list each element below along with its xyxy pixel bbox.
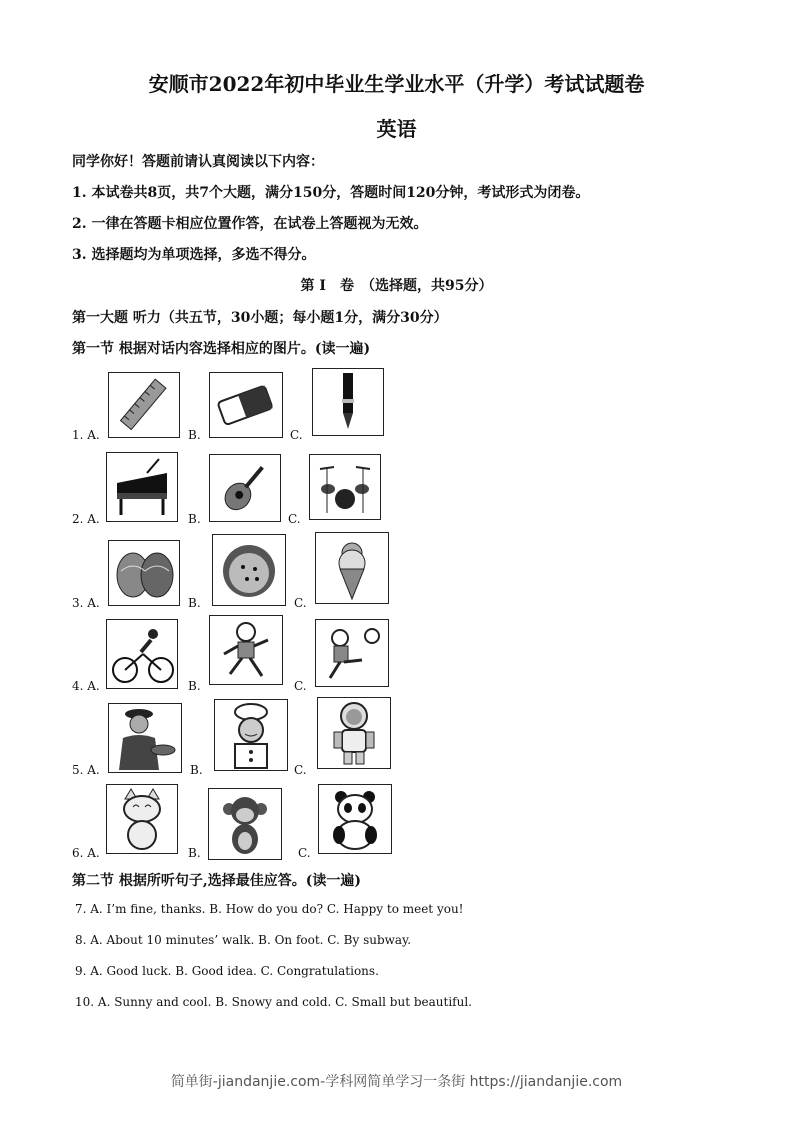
sentence-question-8: 8. A. About 10 minutes’ walk. B. On foot. C. By subway. bbox=[75, 933, 412, 947]
mooncakes-icon[interactable] bbox=[108, 540, 180, 606]
question-number: 4. A. bbox=[72, 679, 100, 693]
ruler-icon[interactable] bbox=[108, 372, 180, 438]
option-b-label: B. bbox=[188, 846, 201, 860]
question-number: 1. A. bbox=[72, 428, 100, 442]
subsection-1-title: 第一节 根据对话内容选择相应的图片。(读一遍) bbox=[72, 341, 371, 357]
instruction-1: 1. 本试卷共8页，共7个大题，满分150分，答题时间120分钟，考试形式为闭卷。 bbox=[72, 185, 590, 201]
option-b-label: B. bbox=[188, 596, 201, 610]
question-number: 5. A. bbox=[72, 763, 100, 777]
cat-icon[interactable] bbox=[106, 784, 178, 854]
option-b-label: B. bbox=[188, 512, 201, 526]
subsection-2-title: 第二节 根据所听句子,选择最佳应答。(读一遍) bbox=[72, 873, 361, 889]
question-number: 2. A. bbox=[72, 512, 100, 526]
option-c-label: C. bbox=[294, 596, 307, 610]
watermelon-icon[interactable] bbox=[212, 534, 286, 606]
instruction-3: 3. 选择题均为单项选择，多选不得分。 bbox=[72, 247, 316, 263]
drums-icon[interactable] bbox=[309, 454, 381, 520]
part-heading: 第 I 卷 （选择题，共95分） bbox=[300, 278, 493, 294]
option-c-label: C. bbox=[288, 512, 301, 526]
ice-cream-icon[interactable] bbox=[315, 532, 389, 604]
option-c-label: C. bbox=[294, 763, 307, 777]
pen-icon[interactable] bbox=[312, 368, 384, 436]
piano-icon[interactable] bbox=[106, 452, 178, 522]
question-number: 3. A. bbox=[72, 596, 100, 610]
option-b-label: B. bbox=[190, 763, 203, 777]
picture-question-3 bbox=[72, 530, 472, 610]
instruction-2: 2. 一律在答题卡相应位置作答，在试卷上答题视为无效。 bbox=[72, 216, 428, 232]
sentence-question-7: 7. A. I’m fine, thanks. B. How do you do? C. Happy to meet you! bbox=[75, 902, 464, 916]
waiter-icon[interactable] bbox=[108, 703, 182, 773]
option-c-label: C. bbox=[298, 846, 311, 860]
exam-title: 安顺市2022年初中毕业生学业水平（升学）考试试题卷 bbox=[148, 72, 645, 96]
cyclist-icon[interactable] bbox=[106, 619, 178, 689]
exam-subject: 英语 bbox=[376, 117, 417, 141]
chef-icon[interactable] bbox=[214, 699, 288, 771]
monkey-icon[interactable] bbox=[208, 788, 282, 860]
picture-question-1 bbox=[72, 362, 472, 442]
panda-icon[interactable] bbox=[318, 784, 392, 854]
option-b-label: B. bbox=[188, 679, 201, 693]
greeting-line: 同学你好！答题前请认真阅读以下内容： bbox=[72, 154, 324, 170]
eraser-icon[interactable] bbox=[209, 372, 283, 438]
picture-question-2 bbox=[72, 446, 472, 526]
option-c-label: C. bbox=[294, 679, 307, 693]
option-c-label: C. bbox=[290, 428, 303, 442]
section-title: 第一大题 听力（共五节，30小题；每小题1分，满分30分） bbox=[72, 310, 448, 326]
picture-question-5 bbox=[72, 697, 472, 777]
sentence-question-9: 9. A. Good luck. B. Good idea. C. Congratulations. bbox=[75, 964, 379, 978]
runner-icon[interactable] bbox=[209, 615, 283, 685]
picture-question-6 bbox=[72, 780, 472, 860]
sentence-question-10: 10. A. Sunny and cool. B. Snowy and cold. C. Small but beautiful. bbox=[75, 995, 472, 1009]
picture-question-4 bbox=[72, 613, 472, 693]
football-player-icon[interactable] bbox=[315, 619, 389, 687]
guitar-icon[interactable] bbox=[209, 454, 281, 522]
question-number: 6. A. bbox=[72, 846, 100, 860]
option-b-label: B. bbox=[188, 428, 201, 442]
footer-watermark: 简单街-jiandanjie.com-学科网简单学习一条街 https://jiandanjie.com bbox=[170, 1074, 623, 1090]
astronaut-icon[interactable] bbox=[317, 697, 391, 769]
